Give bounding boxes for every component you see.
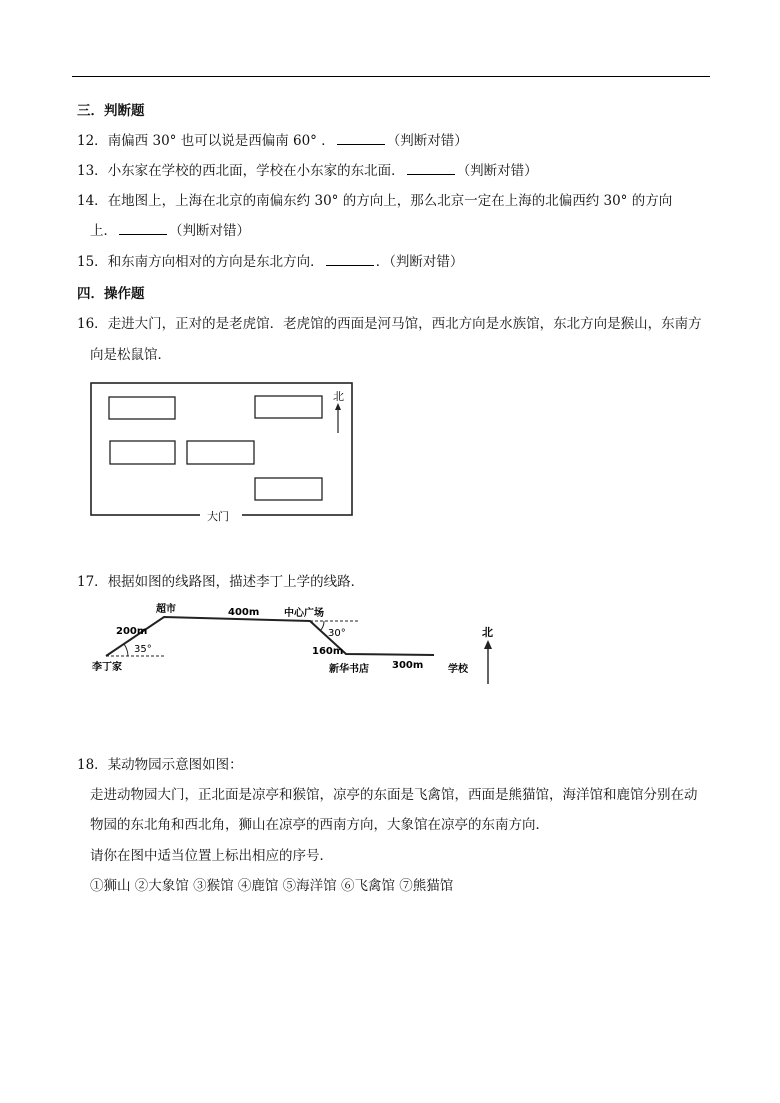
question-18-para2: 物园的东北角和西北角，狮山在凉亭的西南方向，大象馆在凉亭的东南方向． [90,817,549,833]
blank-box-se [255,478,322,500]
answer-blank[interactable] [407,162,455,175]
question-text: 某动物园示意图如图： [107,757,243,773]
north-arrow-icon [335,403,341,410]
distance-400: 400m [228,607,260,618]
north-label: 北 [333,390,344,403]
section-heading-operation: 四．操作题 [77,286,145,302]
blank-box-nw [109,397,175,419]
question-16 [77,315,702,333]
question-text: 根据如图的线路图，描述李丁上学的线路． [107,574,365,590]
question-18 [77,756,243,774]
angle-arc-1 [124,644,128,656]
question-18-para3: 请你在图中适当位置上标出相应的序号． [90,848,333,864]
label-plaza: 中心广场 [284,608,324,619]
label-home: 李丁家 [92,662,122,673]
question-14 [77,192,672,210]
gate-label: 大门 [207,510,229,523]
question-number: 14． [77,193,108,209]
label-supermarket: 超市 [156,604,176,615]
question-number: 13． [77,163,108,179]
question-18-options: ①狮山 ②大象馆 ③猴馆 ④鹿馆 ⑤海洋馆 ⑥飞禽馆 ⑦熊猫馆 [90,878,454,894]
label-school: 学校 [448,664,468,675]
question-text: 走进大门，正对的是老虎馆．老虎馆的西面是河马馆，西北方向是水族馆，东北方向是猴山，东南方 [107,316,702,332]
blank-box-center [187,441,254,464]
question-suffix: ．（判断对错） [375,254,464,270]
question-12 [77,132,468,150]
distance-200: 200m [116,626,148,637]
angle-label-1: 35° [134,644,152,655]
angle-label-2: 30° [328,628,346,639]
question-15 [77,253,463,271]
question-16-continued: 向是松鼠馆． [90,347,171,363]
question-18-para1: 走进动物园大门，正北面是凉亭和猴馆，凉亭的东面是飞禽馆，西面是熊猫馆，海洋馆和鹿馆分别在动 [90,787,698,803]
route-line [106,617,434,656]
question-number: 15． [77,254,108,270]
question-suffix: （判断对错） [169,223,250,239]
question-number: 17． [77,574,108,590]
answer-blank[interactable] [326,253,374,266]
blank-box-w [110,441,175,464]
question-17 [77,573,364,591]
question-text: 和东南方向相对的方向是东北方向． [107,254,324,270]
question-text: 在地图上，上海在北京的南偏东约 30° 的方向上，那么北京一定在上海的北偏西约 30° 的方向 [107,193,673,209]
section-heading-judgement: 三．判断题 [77,103,145,119]
question-14-continued [90,222,250,240]
answer-blank[interactable] [337,132,385,145]
question-text: 小东家在学校的西北面，学校在小东家的东北面． [107,163,405,179]
route-map-figure [86,600,526,705]
blank-box-ne [255,396,322,418]
question-suffix: （判断对错） [456,163,538,179]
distance-300: 300m [392,660,424,671]
question-number: 12． [77,133,108,149]
label-bookstore: 新华书店 [329,664,369,675]
zoo-map-figure [88,377,356,523]
question-text: 南偏西 30° 也可以说是西偏南 60° ． [107,133,335,149]
north-arrow-icon [484,640,492,649]
question-suffix: （判断对错） [386,133,468,149]
header-rule [72,76,710,77]
north-label: 北 [482,626,493,639]
question-text: 上． [90,223,117,239]
question-13 [77,162,538,180]
distance-160: 160m [312,646,344,657]
answer-blank[interactable] [119,222,167,235]
question-number: 18． [77,757,108,773]
question-number: 16． [77,316,108,332]
